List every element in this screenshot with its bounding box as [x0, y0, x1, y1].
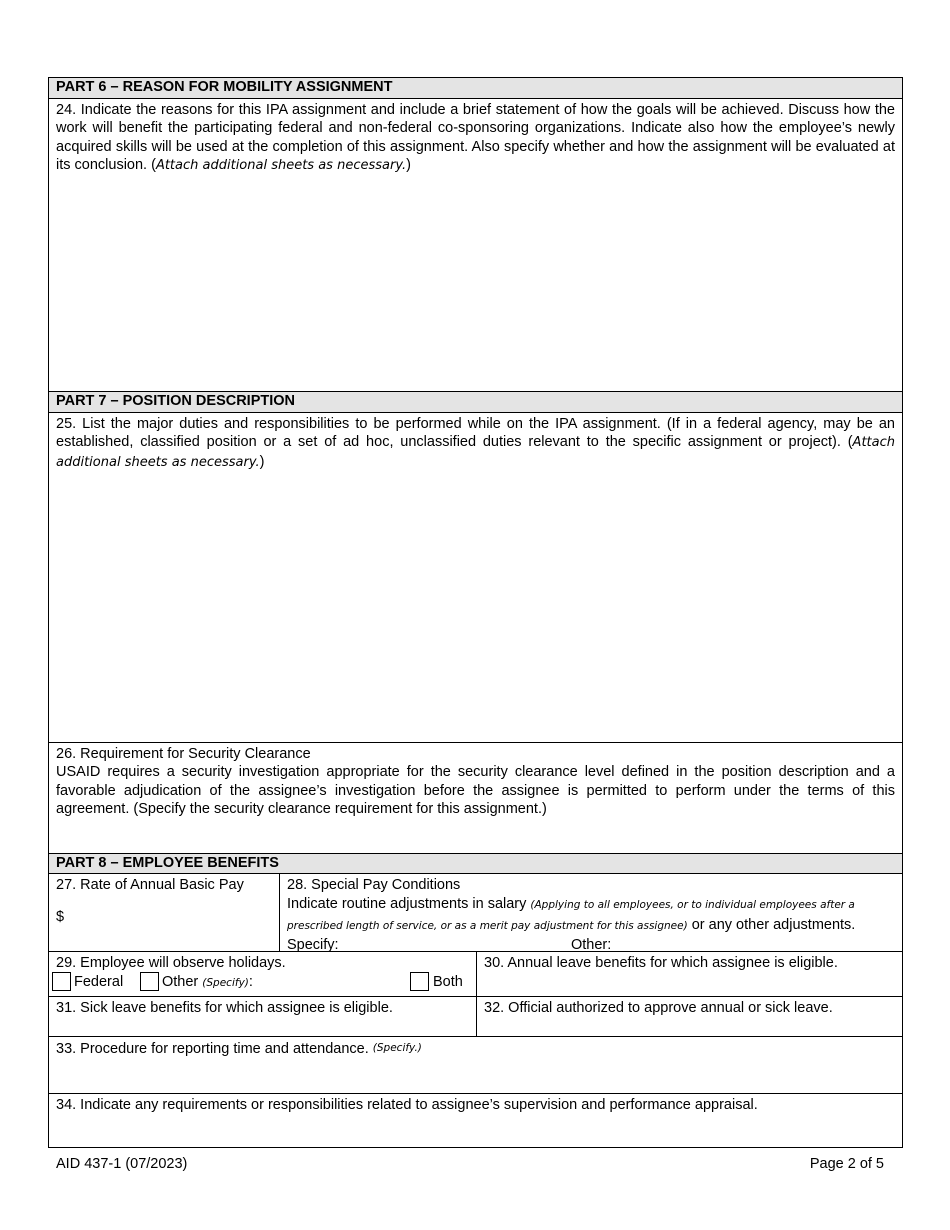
item26-title: 26. Requirement for Security Clearance — [56, 746, 311, 762]
item30-field[interactable] — [477, 952, 902, 996]
other-checkbox[interactable] — [140, 972, 159, 991]
page-number: Page 2 of 5 — [809, 1156, 884, 1172]
item34-label: 34. Indicate any requirements or responsibilities related to assignee’s supervision and performance appraisal. — [56, 1097, 758, 1113]
federal-label: Federal — [74, 974, 124, 991]
item25-close: ) — [259, 453, 265, 470]
item28-italic: (Applying to all employees, or to individual employees after a prescribed length of service, or as a merit pay adjustment for this assignee) — [287, 899, 855, 932]
form-page — [48, 77, 903, 1148]
item29-field — [49, 952, 476, 996]
item31-field[interactable] — [49, 997, 476, 1036]
both-checkbox[interactable] — [410, 972, 429, 991]
item33-field[interactable] — [49, 1037, 902, 1093]
item25-italic: Attach additional sheets as necessary. — [56, 435, 895, 470]
federal-checkbox[interactable] — [52, 972, 71, 991]
item24-italic: Attach additional sheets as necessary. — [155, 158, 407, 174]
item33-specify: (Specify.) — [372, 1042, 422, 1054]
item24-field[interactable] — [49, 99, 902, 392]
item31-label: 31. Sick leave benefits for which assignee is eligible. — [56, 1000, 393, 1016]
both-label: Both — [433, 974, 463, 991]
item29-label: 29. Employee will observe holidays. — [56, 955, 286, 971]
item28-label: 28. Special Pay Conditions — [287, 877, 461, 893]
item25-text: 25. List the major duties and responsibilities to be performed while on the IPA assignment. (If in a federal agency, may be an established, classified position or a set of ad hoc, unclassified duties relevant to the specific assignment or project). ( — [56, 416, 895, 451]
item26-field[interactable] — [49, 743, 902, 853]
item27-currency: $ — [56, 909, 65, 926]
other-colon: : — [248, 974, 253, 991]
part8-header: PART 8 – EMPLOYEE BENEFITS — [49, 854, 902, 874]
item24-text: 24. Indicate the reasons for this IPA assignment and include a brief statement of how the goals will be achieved. Discuss how the work will benefit the participating federal and non-federal co-sponsoring organizations. Indicate also how the employee’s newly acquired skills will be used at the completion of this assignment. Also specify whether and how the assignment will be evaluated at its conclusion. ( — [56, 102, 895, 174]
item28-text2: or any other adjustments. — [687, 917, 856, 933]
item33-label: 33. Procedure for reporting time and attendance. — [56, 1041, 373, 1057]
item28-other: Other: — [571, 937, 612, 953]
other-label: Other — [162, 974, 203, 991]
other-specify: (Specify) — [202, 977, 249, 990]
item26-text: USAID requires a security investigation appropriate for the security clearance level defined in the position description and a favorable adjudication of the assignee’s investigation before the assignee is permitted to perform under the terms of this agreement. (Specify the security clearance requirement for this assignment.) — [56, 764, 895, 818]
item32-field[interactable] — [477, 997, 902, 1036]
form-id: AID 437-1 (07/2023) — [56, 1156, 188, 1172]
part6-header: PART 6 – REASON FOR MOBILITY ASSIGNMENT — [49, 78, 902, 99]
item28-text1: Indicate routine adjustments in salary — [287, 896, 531, 912]
item28-specify: Specify: — [287, 937, 339, 953]
item27-field[interactable] — [49, 874, 279, 951]
item28-field[interactable] — [280, 874, 902, 951]
item34-field[interactable] — [49, 1094, 902, 1147]
item27-label: 27. Rate of Annual Basic Pay — [56, 877, 244, 893]
item25-field[interactable] — [49, 413, 902, 742]
item30-label: 30. Annual leave benefits for which assignee is eligible. — [484, 955, 838, 971]
item24-close: ) — [406, 157, 411, 174]
part7-header: PART 7 – POSITION DESCRIPTION — [49, 392, 902, 413]
item32-label: 32. Official authorized to approve annual or sick leave. — [484, 1000, 833, 1016]
